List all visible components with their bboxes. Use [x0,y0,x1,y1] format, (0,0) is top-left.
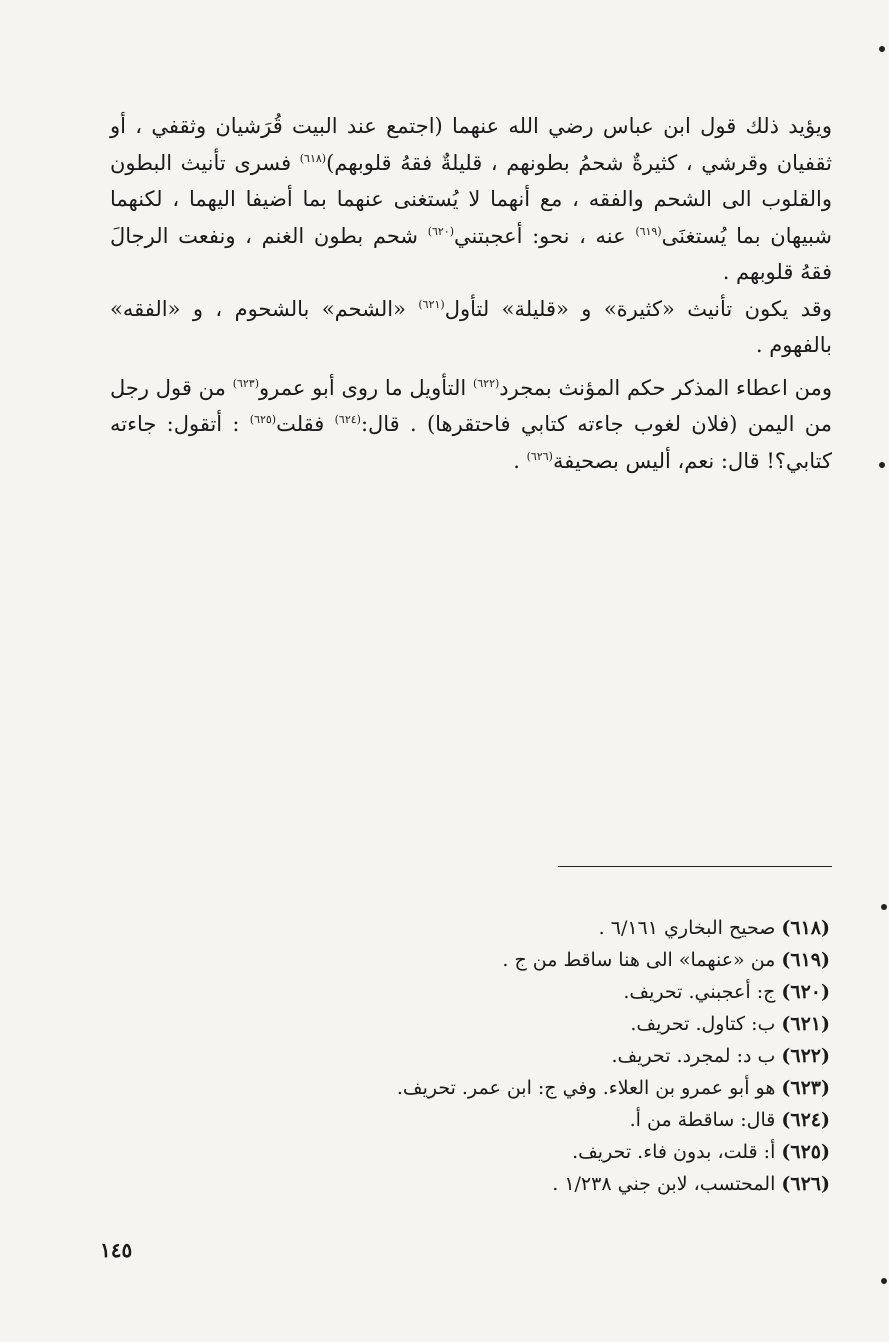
footnote-ref[interactable]: (٦٢١) [418,297,445,311]
footnote-item [300,1072,830,1104]
scan-mark [881,904,887,910]
footnote-ref[interactable]: (٦٢٢) [472,376,500,390]
footnote-item [300,976,830,1008]
footnote-divider [558,866,832,867]
footnote-ref[interactable]: (٦٢٦) [526,449,553,463]
scan-mark [879,462,885,468]
paragraph-2: وقد يكون تأنيث «كثيرة» و «قليلة» لتأول$^{(٦٢١)}$ «الشحم» بالشحوم ، و «الفقه» بالفهوم . [110,296,832,357]
footnote-number: (٦٢٢) [781,1045,830,1067]
footnote-item [300,1168,830,1200]
footnote-item [300,1136,830,1168]
main-text [110,108,832,479]
footnote-text: صحيح البخاري ٦/١٦١ . [598,917,776,939]
footnote-text: قال: ساقطة من أ. [629,1109,776,1131]
footnote-number: (٦١٨) [781,917,830,939]
footnote-item [300,912,830,944]
footnote-ref[interactable]: (٦٢٥) [249,413,277,426]
scan-mark [881,1278,887,1284]
scan-mark [879,46,885,52]
paragraph-1: ويؤيد ذلك قول ابن عباس رضي الله عنهما (اجتمع عند البيت قُرَشيان وثقفي ، أو ثقفيان وقرشي ، كثيرةٌ شحمُ بطونهم ، قليلةٌ فقهُ قلوبهم)$^{(٦١٨)}$ فسرى تأنيث البطون والقلوب الى الشحم والفقه ، مع أنهما لا يُستغنى عنهما بما أضيفا اليهما ، لكنهما شبيهان بما يُستغنَى$^{(٦١٩)}$ عنه ، نحو: أعجبتني$^{(٦٢٠)}$ شحم بطون الغنم ، ونفعت الرجالَ فقهُ قلوبهم . [110,114,832,284]
page-number: ١٤٥ [100,1238,133,1262]
footnotes-list [300,912,830,1200]
footnote-ref[interactable]: (٦١٩) [635,224,662,238]
footnote-number: (٦٢٥) [781,1141,830,1163]
footnote-ref[interactable]: (٦٢٠) [427,224,455,238]
footnote-text: أ: قلت، بدون فاء. تحريف. [572,1141,776,1163]
footnote-text: ب د: لمجرد. تحريف. [611,1045,776,1067]
footnote-text: المحتسب، لابن جني ١/٢٣٨ . [552,1173,776,1195]
footnote-item [300,1008,830,1040]
footnote-ref[interactable]: (٦٢٤) [334,413,361,426]
footnote-number: (٦١٩) [781,949,830,971]
footnote-number: (٦٢٣) [781,1077,830,1099]
footnote-item [300,1040,830,1072]
footnote-ref[interactable]: (٦٢٣) [232,376,260,390]
footnote-number: (٦٢٤) [781,1109,830,1131]
footnote-number: (٦٢١) [781,1013,830,1035]
footnote-item [300,944,830,976]
footnote-number: (٦٢٦) [781,1173,830,1195]
footnote-text: من «عنهما» الى هنا ساقط من ج . [502,949,776,971]
paragraph-3: ومن اعطاء المذكر حكم المؤنث بمجرد$^{(٦٢٢)}$ التأويل ما روى أبو عمرو$^{(٦٢٣)}$ من قول رجل من اليمن (فلان لغوب جاءته كتابي فاحتقرها) . قال:$^{(٦٢٤)}$ فقلت$^{(٦٢٥)}$ : أتقول: جاءته كتابي؟! قال: نعم، أليس بصحيفة$^{(٦٢٦)}$ . [110,375,833,473]
footnote-number: (٦٢٠) [781,981,830,1003]
footnote-item [300,1104,830,1136]
footnote-text: ب: كتاول. تحريف. [630,1013,776,1035]
footnote-text: ج: أعجبني. تحريف. [623,981,776,1003]
footnote-text: هو أبو عمرو بن العلاء. وفي ج: ابن عمر. تحريف. [396,1077,776,1099]
footnote-ref[interactable]: (٦١٨) [299,151,327,165]
